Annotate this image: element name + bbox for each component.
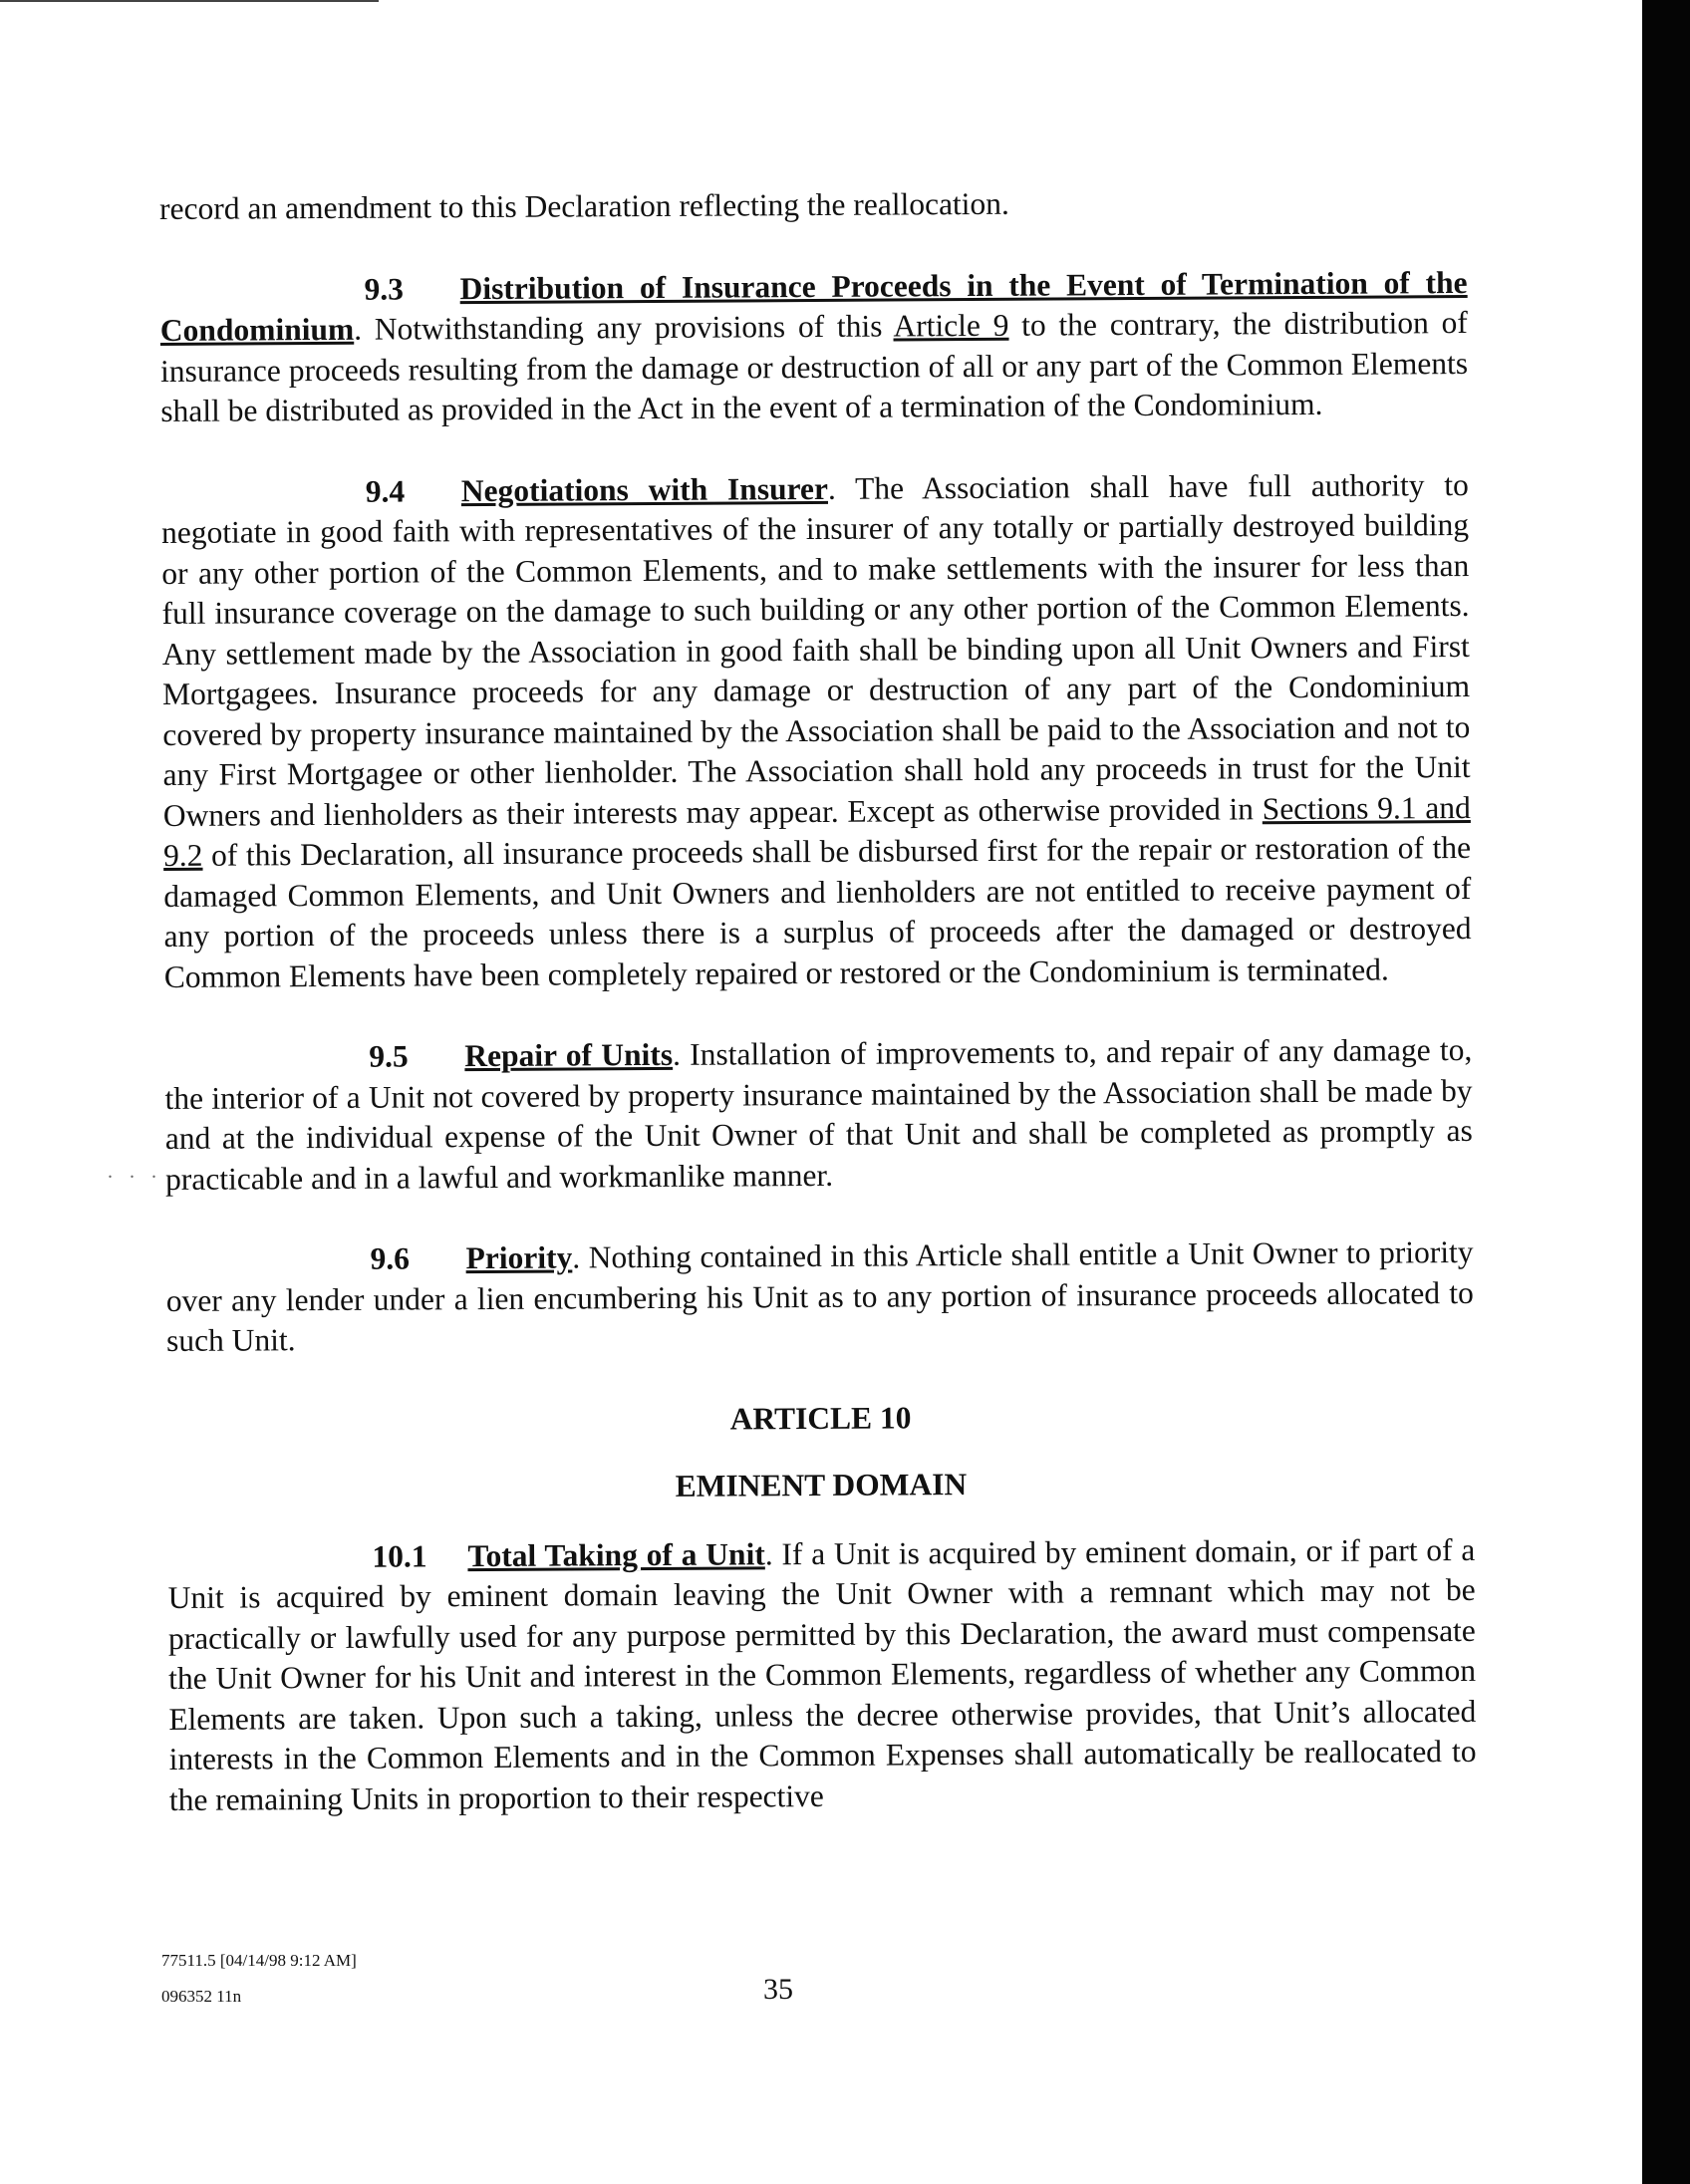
page-number: 35: [763, 1973, 793, 2006]
section-heading: Repair of Units: [464, 1036, 674, 1074]
section-number: 9.4: [365, 473, 406, 509]
footer-metadata: [161, 1943, 357, 2015]
article-title: EMINENT DOMAIN: [675, 1467, 968, 1503]
section-text: . Notwithstanding any provisions of this: [354, 308, 894, 347]
scan-dark-edge: [1642, 0, 1690, 2184]
section-text: . Installation of improvements to, and repair of any damage to, the interior of a Unit not covered by property insurance maintained by the Association shall be made by and at the individual expense of the Unit Owner of that Unit and shall be completed as promptly as practicable and in a lawful and workmanlike manner.: [164, 1031, 1473, 1197]
footer-doc-id: 77511.5 [04/14/98 9:12 AM]: [161, 1951, 357, 1970]
carryover-paragraph: record an amendment to this Declaration reflecting the reallocation.: [159, 185, 1009, 226]
section-9-6: [165, 1232, 1474, 1362]
section-text: . Nothing contained in this Article shall entitle a Unit Owner to priority over any lender under a lien encumbering his Unit as to any portion of insurance proceeds allocated to such Unit.: [165, 1233, 1474, 1358]
footer-file-code: 096352 11n: [161, 1987, 242, 2006]
section-number: 10.1: [372, 1537, 427, 1574]
section-heading: Priority: [465, 1239, 573, 1276]
document-page: [159, 181, 1477, 1861]
section-number: 9.3: [364, 271, 405, 307]
section-heading: Total Taking of a Unit: [467, 1535, 765, 1573]
section-9-4: [161, 464, 1472, 997]
section-heading: Distribution of Insurance Proceeds in the Event of Termination of the Condominium: [159, 264, 1468, 348]
scan-top-rule: [0, 0, 379, 2]
section-10-1: [167, 1529, 1477, 1820]
cross-reference: Article 9: [893, 307, 1009, 344]
margin-mark: . . .: [108, 1161, 162, 1183]
section-heading: Negotiations with Insurer: [460, 470, 829, 508]
section-text: to the contrary, the distribution of insurance proceeds resulting from the damage or destruction of all or any part of the Common Elements shall be distributed as provided in the Act in the event of a termination of the Condominium.: [160, 304, 1469, 428]
article-number: ARTICLE 10: [729, 1399, 912, 1437]
section-9-5: [164, 1030, 1473, 1200]
section-text: . If a Unit is acquired by eminent domain, or if part of a Unit is acquired by eminent domain leaving the Unit Owner with a remnant which may not be practically or lawfully used for any purpose permitted by this Declaration, the award must compensate the Unit Owner for his Unit and interest in the Common Elements, regardless of whether any Common Elements are taken. Upon such a taking, unless the decree otherwise provides, that Unit’s allocated interests in the Common Elements and in the Common Expenses shall automatically be reallocated to the remaining Units in proportion to their respective: [167, 1531, 1477, 1817]
section-number: 9.6: [370, 1240, 411, 1276]
section-text: of this Declaration, all insurance proceeds shall be disbursed first for the repair or restoration of the damaged Common Elements, and Unit Owners and lienholders are not entitled to receive payment of any portion of the proceeds unless there is a surplus of proceeds after the damaged or destroyed Common Elements have been completely repaired or restored or the Condominium is terminated.: [163, 829, 1472, 994]
cross-reference: Sections 9.1 and 9.2: [162, 789, 1471, 873]
section-number: 9.5: [369, 1038, 409, 1074]
section-9-3: [159, 262, 1468, 431]
section-text: . The Association shall have full authority to negotiate in good faith with representatives of the insurer of any totally or partially destroyed building or any other portion of the Common Elements, and to make settlements with the insurer for less than full insurance coverage on the damage to such building or any other portion of the Common Elements. Any settlement made by the Association in good faith shall be binding upon all Unit Owners and First Mortgagees. Insurance proceeds for any damage or destruction of any part of the Condominium covered by property insurance maintained by the Association shall be paid to the Association and not to any First Mortgagee or other lienholder. The Association shall hold any proceeds in trust for the Unit Owners and lienholders as their interests may appear. Except as otherwise provided in: [160, 466, 1471, 833]
